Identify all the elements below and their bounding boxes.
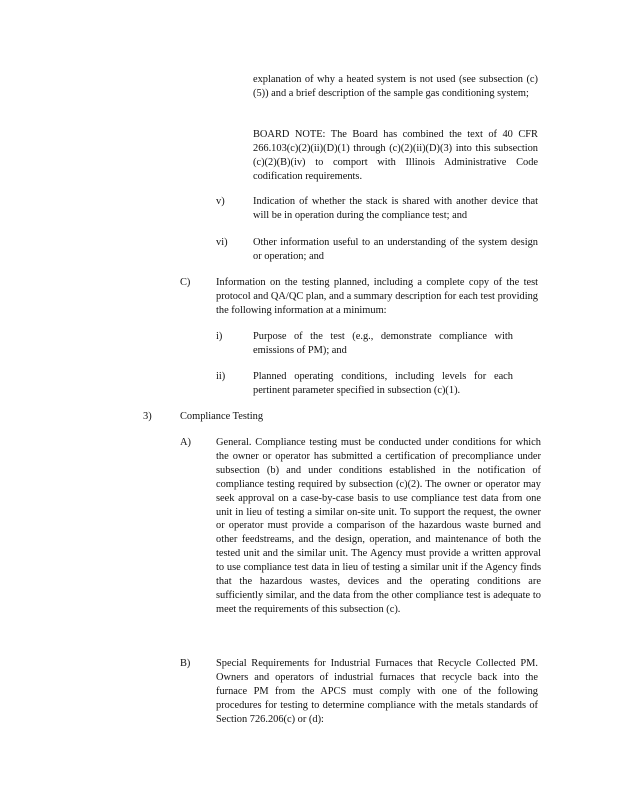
item-3a-text: General. Compliance testing must be conducted under conditions for which the owner or operator has submitted a certification of precompliance under subsection (b) and under conditions established in the notification of compliance testing required by subsection (c)(2). The owner or operator may seek approval on a case-by-case basis to use compliance test data from one unit in lieu of testing a similar on-site unit. To support the request, the owner or operator must provide a comparison of the hazardous waste burned and other feedstreams, and the design, operation, and maintenance of both the tested unit and the similar unit. The Agency must provide a written approval to use compliance test data in lieu of testing a similar unit if the Agency finds that the hazardous wastes, devices and the operating conditions are sufficiently similar, and the data from the other compliance test is adequate to meet the requirements of this subsection (c). xyxy=(216,437,541,615)
item-vi-label: vi) xyxy=(216,237,228,248)
item-3b-label: B) xyxy=(180,658,191,669)
board-note: BOARD NOTE: The Board has combined the text of 40 CFR 266.103(c)(2)(ii)(D)(1) through (c)(2)(ii)(D)(3) into this subsection (c)(2)(B)(iv) to comport with Illinois Administrative Code codification requirements. xyxy=(253,129,538,182)
item-c-i-label: i) xyxy=(216,331,223,342)
item-v-text: Indication of whether the stack is shared with another device that will be in operation during the compliance test; and xyxy=(253,196,538,221)
item-3b-text: Special Requirements for Industrial Furnaces that Recycle Collected PM. Owners and operators of industrial furnaces that recycle back into the furnace PM from the APCS must comply with one of the following procedures for testing to determine compliance with the metals standards of Section 726.206(c) or (d): xyxy=(216,658,538,725)
item-c-ii-label: ii) xyxy=(216,371,226,382)
item-vi-text: Other information useful to an understanding of the system design or operation; and xyxy=(253,237,538,262)
item-3a-label: A) xyxy=(180,437,191,448)
item-3-label: 3) xyxy=(143,411,152,422)
continuation-paragraph: explanation of why a heated system is not used (see subsection (c)(5)) and a brief description of the sample gas conditioning system; xyxy=(253,74,538,99)
item-c-ii-text: Planned operating conditions, including levels for each pertinent parameter specified in subsection (c)(1). xyxy=(253,371,513,396)
item-c-label: C) xyxy=(180,277,191,288)
item-c-text: Information on the testing planned, including a complete copy of the test protocol and QA/QC plan, and a summary description for each test providing the following information at a minimum: xyxy=(216,277,538,316)
item-c-i-text: Purpose of the test (e.g., demonstrate compliance with emissions of PM); and xyxy=(253,331,513,356)
item-3-heading: Compliance Testing xyxy=(180,411,264,422)
item-v-label: v) xyxy=(216,196,225,207)
